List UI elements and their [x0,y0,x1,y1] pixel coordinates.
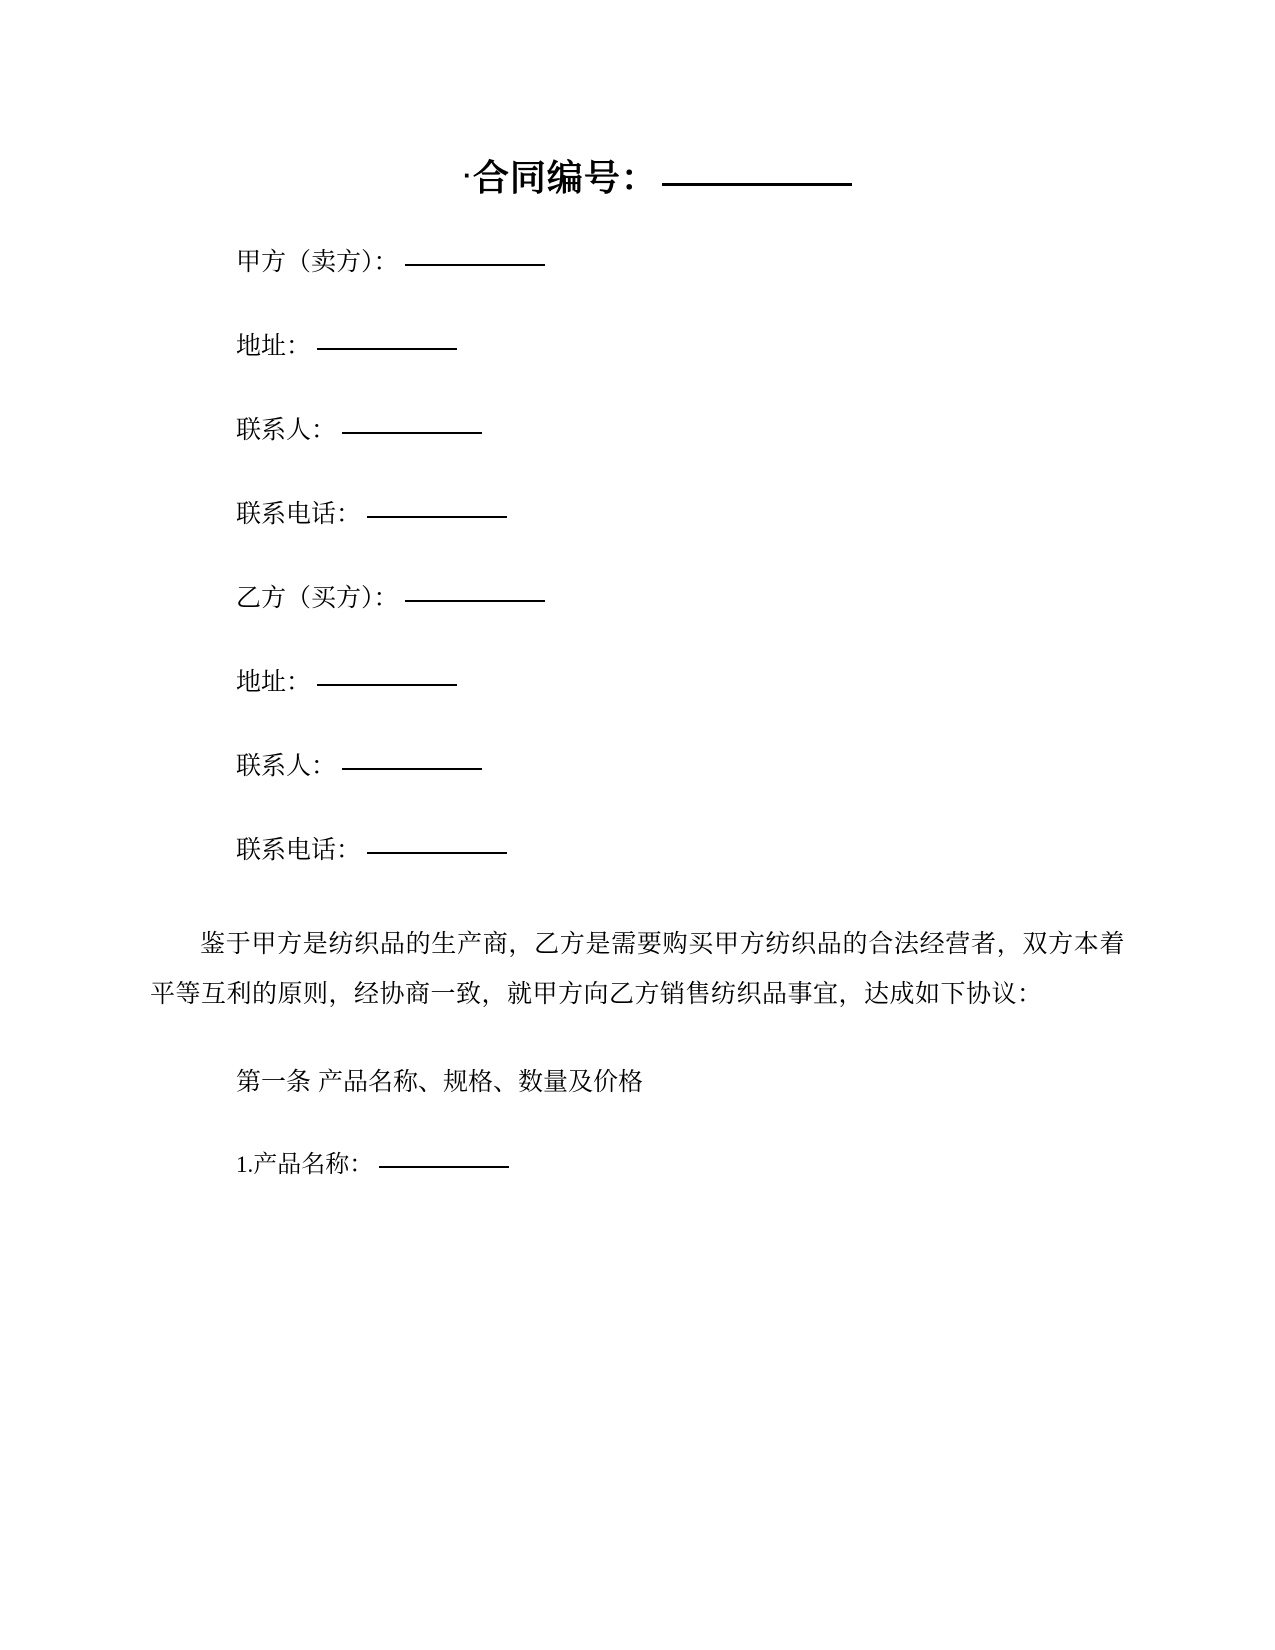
field-label: 地址： [236,668,312,696]
field-label: 地址： [236,332,312,360]
item-number: 1. [236,1152,254,1177]
field-blank-buyer-phone[interactable] [367,852,507,854]
page-title [150,150,1125,201]
field-label: 联系人： [236,752,337,780]
field-row-seller-name [150,247,1125,277]
field-label: 联系电话： [236,500,362,528]
field-label: 联系人： [236,416,337,444]
field-row-buyer-phone [150,835,1125,865]
field-blank-buyer-contact[interactable] [342,768,482,770]
field-label: 乙方（买方）： [236,584,399,612]
title-leading-dot: · [463,160,473,190]
field-row-seller-address [150,331,1125,361]
field-blank-seller-phone[interactable] [367,516,507,518]
field-blank-seller-name[interactable] [405,264,545,266]
field-blank-buyer-name[interactable] [405,600,545,602]
field-blank-seller-contact[interactable] [342,432,482,434]
field-row-buyer-name [150,583,1125,613]
field-row-seller-contact [150,415,1125,445]
field-row-seller-phone [150,499,1125,529]
field-label: 甲方（卖方）： [236,248,399,276]
item-label: 产品名称： [253,1151,374,1178]
field-label: 联系电话： [236,836,362,864]
field-row-buyer-contact [150,751,1125,781]
field-blank-seller-address[interactable] [317,348,457,350]
field-row-buyer-address [150,667,1125,697]
contract-number-blank[interactable] [662,183,852,186]
item-row-product-name [150,1148,1125,1182]
preamble-paragraph: 鉴于甲方是纺织品的生产商，乙方是需要购买甲方纺织品的合法经营者，双方本着平等互利的原则，经协商一致，就甲方向乙方销售纺织品事宜，达成如下协议： [150,930,1125,1008]
clause-one-heading: 第一条 产品名称、规格、数量及价格 [236,1068,643,1096]
title-text: 合同编号： [472,157,658,198]
party-fields [150,247,1125,865]
field-blank-buyer-address[interactable] [317,684,457,686]
item-blank-product-name[interactable] [379,1166,509,1168]
